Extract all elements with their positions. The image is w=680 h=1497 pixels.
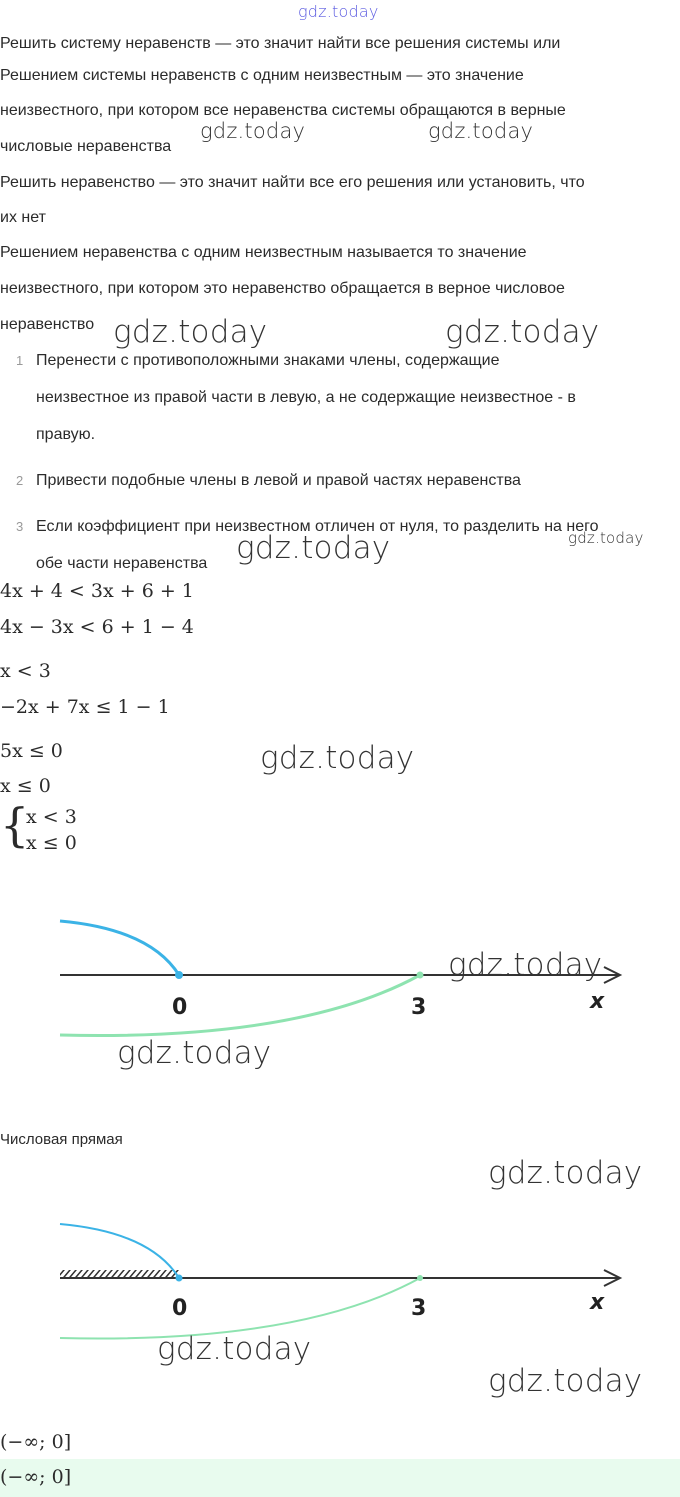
watermark: gdz.today bbox=[488, 1363, 643, 1399]
math-line-3: x < 3 bbox=[0, 660, 51, 682]
paragraph-solve-inequality-2: их нет bbox=[0, 209, 46, 226]
paragraph-inequality-solution-2: неизвестного, при котором это неравенство обращается в верное числовое bbox=[0, 280, 565, 297]
green-arc bbox=[60, 1278, 420, 1339]
paragraph-solve-inequality-1: Решить неравенство — это значит найти все его решения или установить, что bbox=[0, 174, 585, 191]
step-number: 2 bbox=[16, 473, 24, 488]
watermark: gdz.today bbox=[448, 947, 603, 983]
point-zero bbox=[175, 971, 183, 979]
paragraph-inequality-solution-1: Решением неравенства с одним неизвестным называется то значение bbox=[0, 244, 527, 261]
label-three: 3 bbox=[411, 995, 427, 1020]
step-number: 3 bbox=[16, 519, 24, 534]
axis-label-x: x bbox=[590, 989, 605, 1014]
blue-arc bbox=[60, 1224, 179, 1278]
paragraph-system-definition: Решить систему неравенств — это значит найти все решения системы или bbox=[0, 35, 561, 52]
step-line: обе части неравенства bbox=[36, 555, 208, 572]
watermark: gdz.today bbox=[428, 119, 534, 143]
list-item bbox=[0, 462, 680, 499]
paragraph-inequality-solution-3: неравенство bbox=[0, 316, 95, 333]
number-line-2 bbox=[0, 1208, 680, 1358]
step-line: правую. bbox=[36, 426, 96, 443]
axis-label-x: x bbox=[590, 1290, 605, 1315]
hatched-region bbox=[60, 1270, 179, 1278]
label-three: 3 bbox=[411, 1296, 427, 1321]
paragraph-system-solution-2: неизвестного, при котором все неравенства системы обращаются в верные bbox=[0, 102, 566, 119]
watermark-top: gdz.today bbox=[298, 2, 379, 21]
label-zero: 0 bbox=[172, 995, 188, 1020]
point-three bbox=[417, 972, 424, 979]
watermark: gdz.today bbox=[117, 1035, 272, 1071]
blue-arc bbox=[60, 921, 179, 975]
answer-highlight: (−∞; 0] bbox=[0, 1466, 72, 1488]
watermark: gdz.today bbox=[445, 314, 600, 350]
paragraph-system-solution-1: Решением системы неравенств с одним неизвестным — это значение bbox=[0, 67, 524, 84]
math-line-6: x ≤ 0 bbox=[0, 775, 51, 797]
system-brace: { bbox=[0, 798, 30, 852]
answer-highlight-box bbox=[0, 1459, 680, 1497]
answer-plain: (−∞; 0] bbox=[0, 1431, 72, 1453]
label-zero: 0 bbox=[172, 1296, 188, 1321]
number-line-caption: Числовая прямая bbox=[0, 1131, 123, 1148]
step-number: 1 bbox=[16, 353, 24, 368]
watermark: gdz.today bbox=[236, 530, 391, 566]
step-line: Перенести с противоположными знаками члены, содержащие bbox=[36, 352, 500, 369]
math-line-1: 4x + 4 < 3x + 6 + 1 bbox=[0, 580, 194, 602]
system-line-1: x < 3 bbox=[26, 806, 77, 828]
watermark: gdz.today bbox=[113, 314, 268, 350]
system-line-2: x ≤ 0 bbox=[26, 832, 77, 854]
step-line: неизвестное из правой части в левую, а не содержащие неизвестное - в bbox=[36, 389, 576, 406]
watermark: gdz.today bbox=[157, 1331, 312, 1367]
watermark: gdz.today bbox=[568, 529, 644, 547]
watermark: gdz.today bbox=[200, 119, 306, 143]
point-zero bbox=[176, 1275, 183, 1282]
step-line: Привести подобные члены в левой и правой частях неравенства bbox=[36, 472, 521, 489]
watermark: gdz.today bbox=[488, 1155, 643, 1191]
math-line-2: 4x − 3x < 6 + 1 − 4 bbox=[0, 616, 194, 638]
list-item bbox=[0, 342, 680, 453]
step-line: Если коэффициент при неизвестном отличен от нуля, то разделить на него bbox=[36, 518, 599, 535]
point-three bbox=[417, 1275, 423, 1281]
paragraph-system-solution-3: числовые неравенства bbox=[0, 138, 172, 155]
watermark: gdz.today bbox=[260, 740, 415, 776]
math-line-5: 5x ≤ 0 bbox=[0, 740, 63, 762]
math-line-4: −2x + 7x ≤ 1 − 1 bbox=[0, 696, 170, 718]
green-arc bbox=[60, 975, 420, 1036]
